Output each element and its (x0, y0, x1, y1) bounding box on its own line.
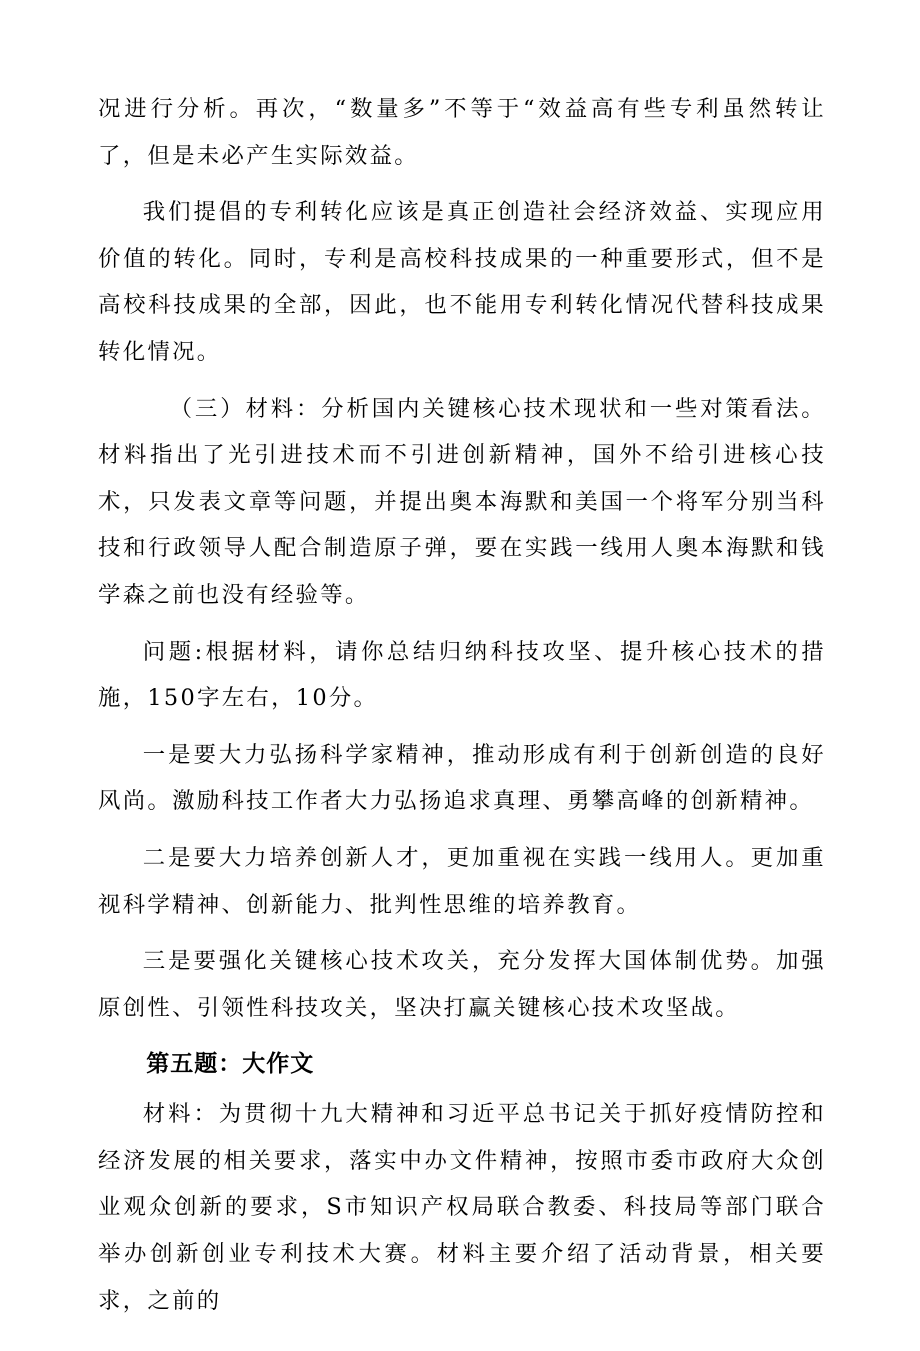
paragraph-measure-one: 一是要大力弘扬科学家精神，推动形成有利于创新创造的良好风尚。激励科技工作者大力弘扬追求真理、勇攀高峰的创新精神。 (98, 741, 826, 815)
paragraph-material-three: （三）材料：分析国内关键核心技术现状和一些对策看法。材料指出了光引进技术而不引进创新精神，国外不给引进核心技术，只发表文章等问题，并提出奥本海默和美国一个将军分别当科技和行政领导人配合制造原子弹，要在实践一线用人奥本海默和钱学森之前也没有经验等。 (98, 395, 826, 608)
paragraph-question: 问题:根据材料，请你总结归纳科技攻坚、提升核心技术的措施，150字左右，10分。 (98, 638, 826, 712)
paragraph-measure-two: 二是要大力培养创新人才，更加重视在实践一线用人。更加重视科学精神、创新能力、批判性思维的培养教育。 (98, 844, 826, 918)
section-heading-essay: 第五题：大作文 (146, 1051, 315, 1078)
paragraph-essay-material: 材料：为贯彻十九大精神和习近平总书记关于抓好疫情防控和经济发展的相关要求，落实中办文件精神，按照市委市政府大众创业观众创新的要求，S市知识产权局联合教委、科技局等部门联合举办创新创业专利技术大赛。材料主要介绍了活动背景，相关要求，之前的 (98, 1101, 826, 1314)
paragraph-analysis-continuation: 况进行分析。再次，“数量多”不等于“效益高有些专利虽然转让了，但是未必产生实际效益。 (98, 96, 826, 169)
paragraph-patent-conversion: 我们提倡的专利转化应该是真正创造社会经济效益、实现应用价值的转化。同时，专利是高校科技成果的一种重要形式，但不是高校科技成果的全部，因此，也不能用专利转化情况代替科技成果转化情况。 (98, 199, 826, 365)
paragraph-measure-three: 三是要强化关键核心技术攻关，充分发挥大国体制优势。加强原创性、引领性科技攻关，坚决打赢关键核心技术攻坚战。 (98, 948, 826, 1021)
